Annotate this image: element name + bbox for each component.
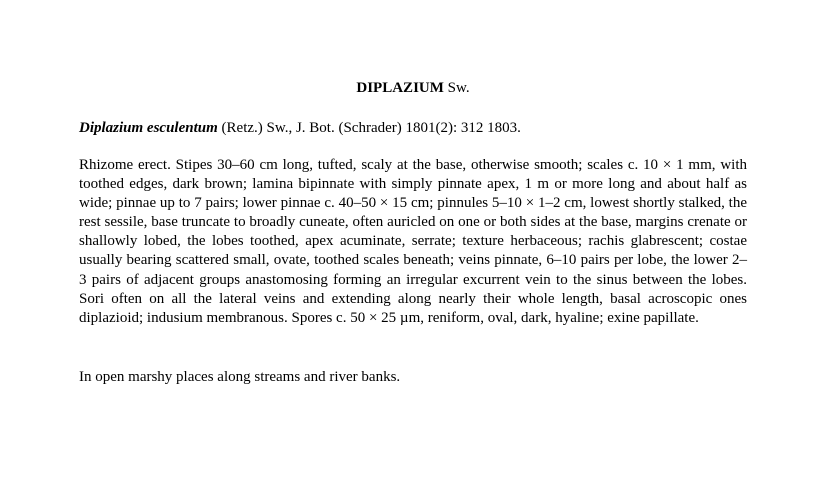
species-name: Diplazium esculentum (79, 120, 218, 136)
species-citation-line (79, 119, 521, 138)
habitat-note: In open marshy places along streams and river banks. (79, 369, 401, 385)
genus-heading (79, 79, 747, 98)
document-body (79, 79, 747, 385)
genus-author: Sw. (443, 80, 470, 96)
genus-name: DIPLAZIUM (356, 80, 444, 96)
species-citation: (Retz.) Sw., J. Bot. (Schrader) 1801(2): 312 1803. (217, 120, 521, 136)
species-description: Rhizome erect. Stipes 30–60 cm long, tufted, scaly at the base, otherwise smooth; scales c. 10 × 1 mm, with toothed edges, dark brown; lamina bipinnate with simply pinnate apex, 1 m or more long and about half as wide; pinnae up to 7 pairs; lower pinnae c. 40–50 × 15 cm; pinnules 5–10 × 1–2 cm, lowest shortly stalked, the rest sessile, base truncate to broadly cuneate, often auricled on one or both sides at the base, margins crenate or shallowly lobed, the lobes toothed, apex acuminate, serrate; texture herbaceous; rachis glabrescent; costae usually bearing scattered small, ovate, toothed scales beneath; veins pinnate, 6–10 pairs per lobe, the lower 2–3 pairs of adjacent groups anastomosing forming an irregular excurrent vein to the sinus between the lobes. Sori often on all the lateral veins and extending along nearly their whole length, basal acroscopic ones diplazioid; indusium membranous. Spores c. 50 × 25 µm, reniform, oval, dark, hyaline; exine papillate. (79, 157, 747, 326)
